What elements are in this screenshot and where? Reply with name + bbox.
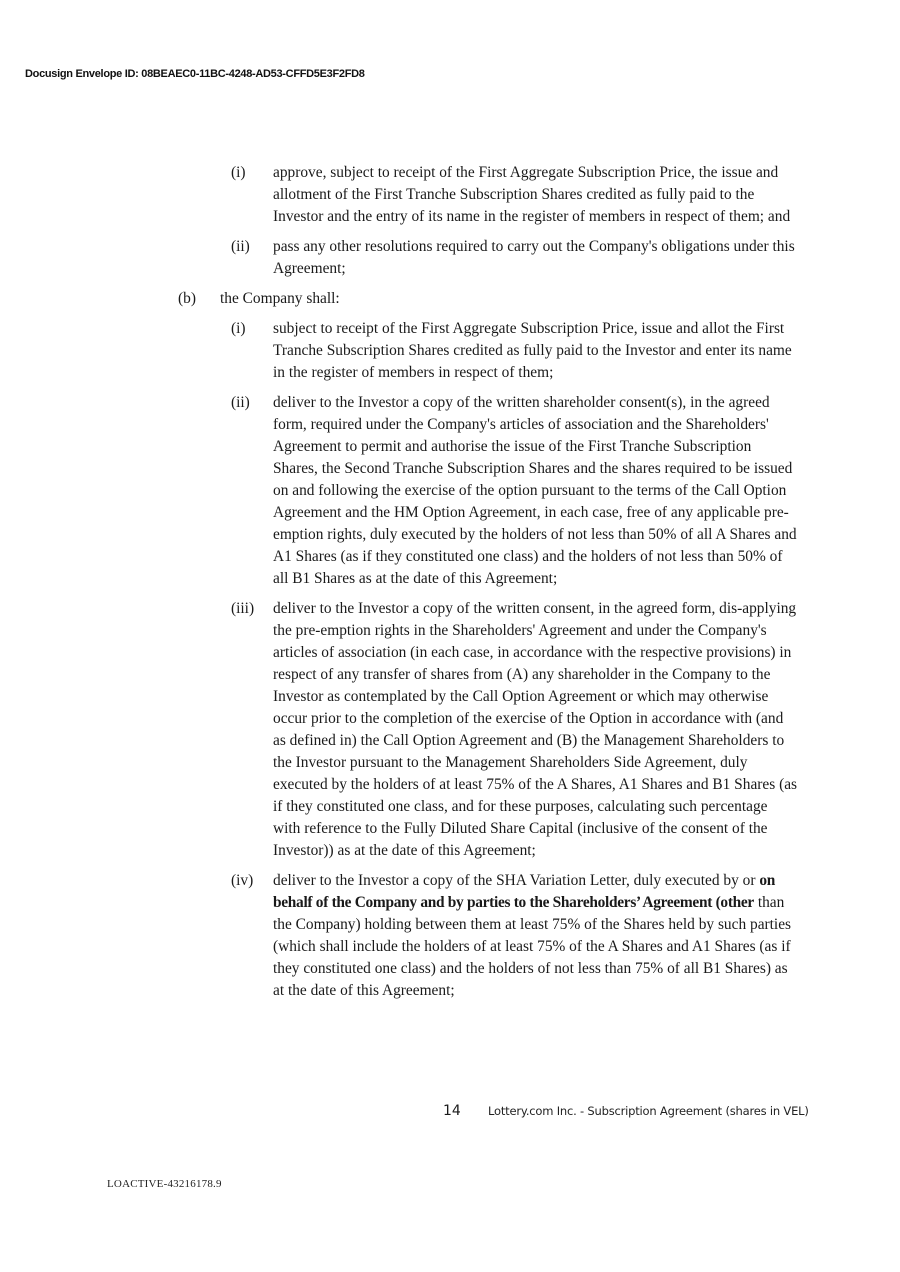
docusign-envelope-id: Docusign Envelope ID: 08BEAEC0-11BC-4248-AD53-CFFD5E3F2FD8 <box>25 68 365 80</box>
clause-text-start: deliver to the Investor a copy of the SHA Variation Letter, duly executed by or <box>273 872 756 889</box>
clause-b-iii <box>0 598 900 862</box>
clause-a-ii <box>0 236 900 280</box>
clause-b <box>0 288 900 310</box>
clause-number: (iv) <box>231 872 254 889</box>
clause-text-bold: on behalf of the Company and by parties to the Shareholders’ Agreement (other <box>273 872 775 911</box>
clause-text: the Company shall: <box>220 290 340 307</box>
clause-text <box>273 870 798 1002</box>
clause-text: subject to receipt of the First Aggregate Subscription Price, issue and allot the First Tranche Subscription Shares credited as fully paid to the Investor and enter its name in the register of members in respect of them; <box>273 320 792 381</box>
document-body <box>0 162 900 1010</box>
clause-b-iv <box>0 870 900 1002</box>
clause-text: deliver to the Investor a copy of the written consent, in the agreed form, dis-applying the pre-emption rights in the Shareholders' Agreement and under the Company's articles of association (in each case, in accordance with the respective provisions) in respect of any transfer of shares from (A) any shareholder in the Company to the Investor as contemplated by the Call Option Agreement or which may otherwise occur prior to the completion of the exercise of the Option in accordance with (and as defined in) the Call Option Agreement and (B) the Management Shareholders to the Investor pursuant to the Management Shareholders Side Agreement, duly executed by the holders of at least 75% of the A Shares, A1 Shares and B1 Shares (as if they constituted one class, and for these purposes, calculating such percentage with reference to the Fully Diluted Share Capital (inclusive of the consent of the Investor)) as at the date of this Agreement; <box>273 600 798 859</box>
clause-number: (ii) <box>231 238 250 255</box>
clause-b-ii <box>0 392 900 590</box>
clause-number: (ii) <box>231 394 250 411</box>
clause-text: deliver to the Investor a copy of the written shareholder consent(s), in the agreed form, required under the Company's articles of association and the Shareholders' Agreement to permit and authorise the issue of the First Tranche Subscription Shares, the Second Tranche Subscription Shares and the shares required to be issued on and following the exercise of the option pursuant to the terms of the Call Option Agreement and the HM Option Agreement, in each case, free of any applicable pre-emption rights, duly executed by the holders of not less than 50% of all A Shares and A1 Shares (as if they constituted one class) and the holders of not less than 50% of all B1 Shares as at the date of this Agreement; <box>273 394 797 587</box>
clause-number: (b) <box>178 290 196 307</box>
clause-b-i <box>0 318 900 384</box>
clause-text: approve, subject to receipt of the First Aggregate Subscription Price, the issue and allotment of the First Tranche Subscription Shares credited as fully paid to the Investor and the entry of its name in the register of members in respect of them; and <box>273 164 791 225</box>
clause-text: pass any other resolutions required to carry out the Company's obligations under this Agreement; <box>273 238 795 277</box>
clause-number: (i) <box>231 320 246 337</box>
clause-a-i <box>0 162 900 228</box>
clause-text-end: than the Company) holding between them at least 75% of the Shares held by such parties (which shall include the holders of at least 75% of the A Shares and A1 Shares (as if they constituted one class) and the holders of not less than 75% of all B1 Shares) as at the date of this Agreement; <box>273 894 792 999</box>
footer-title: Lottery.com Inc. - Subscription Agreement (shares in VEL) <box>488 1104 809 1118</box>
document-reference: LOACTIVE-43216178.9 <box>107 1178 222 1190</box>
clause-number: (iii) <box>231 600 255 617</box>
page-number: 14 <box>443 1103 461 1119</box>
clause-number: (i) <box>231 164 246 181</box>
